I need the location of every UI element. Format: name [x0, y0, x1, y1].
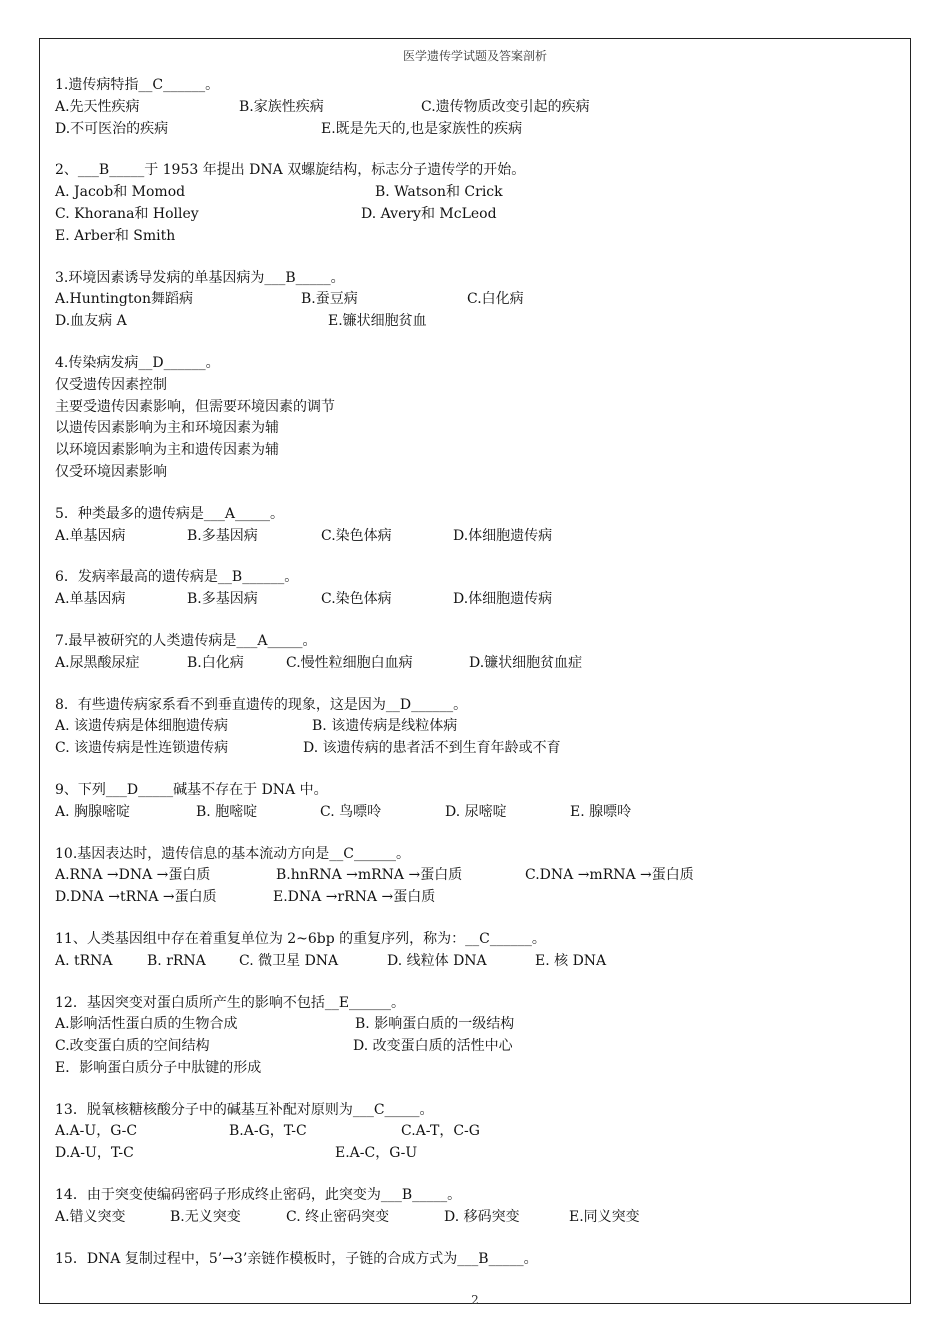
- option-row: [55, 1207, 900, 1229]
- answer-option: B. Watson和 Crick: [375, 184, 503, 201]
- question-7: [55, 631, 900, 675]
- answer-option: A.错义突变: [55, 1208, 126, 1225]
- answer-option: D. 移码突变: [444, 1208, 520, 1225]
- option-row: [55, 887, 900, 909]
- question-stem: 13．脱氧核糖核酸分子中的碱基互补配对原则为___C_____。: [55, 1101, 434, 1118]
- question-11: [55, 929, 900, 973]
- answer-option: C.遗传物质改变引起的疾病: [421, 98, 590, 115]
- answer-option: A.影响活性蛋白质的生物合成: [55, 1016, 238, 1033]
- question-stem: 4.传染病发病__D______。: [55, 354, 220, 371]
- answer-option: E. Arber和 Smith: [55, 227, 176, 244]
- answer-option: A.A-U，G-C: [55, 1123, 138, 1140]
- option-row: [55, 738, 900, 760]
- answer-option: A.单基因病: [55, 527, 126, 544]
- question-list: [55, 75, 900, 1290]
- answer-option: 以环境因素影响为主和遗传因素为辅: [55, 442, 279, 459]
- answer-option: B. 胞嘧啶: [196, 803, 258, 820]
- answer-option: E.同义突变: [569, 1208, 640, 1225]
- answer-option: B.hnRNA →mRNA →蛋白质: [276, 867, 463, 884]
- answer-option: A. 该遗传病是体细胞遗传病: [55, 718, 229, 735]
- question-12: [55, 993, 900, 1080]
- answer-option: D. 尿嘧啶: [445, 803, 507, 820]
- question-stem: 15．DNA 复制过程中，5’→3’亲链作模板时，子链的合成方式为___B_____。: [55, 1250, 538, 1267]
- answer-option: 仅受环境因素影响: [55, 463, 167, 480]
- option-row: [55, 1143, 900, 1165]
- answer-option: A.RNA →DNA →蛋白质: [55, 867, 211, 884]
- answer-option: C. 鸟嘌呤: [320, 803, 382, 820]
- answer-option: E．影响蛋白质分子中肽键的形成: [55, 1059, 262, 1076]
- option-row: [55, 716, 900, 738]
- question-6: [55, 567, 900, 611]
- question-13: [55, 1100, 900, 1165]
- answer-option: A.Huntington舞蹈病: [55, 291, 193, 308]
- answer-option: C. 该遗传病是性连锁遗传病: [55, 740, 229, 757]
- option-row: [55, 1058, 900, 1080]
- question-5: [55, 504, 900, 548]
- answer-option: D.血友病 A: [55, 313, 127, 330]
- answer-option: A. tRNA: [55, 952, 113, 969]
- answer-option: B.家族性疾病: [239, 98, 324, 115]
- answer-option: C.A-T，C-G: [401, 1123, 480, 1140]
- question-stem: 10.基因表达时，遗传信息的基本流动方向是__C______。: [55, 845, 410, 862]
- option-row: [55, 1121, 900, 1143]
- answer-option: B.白化病: [187, 654, 244, 671]
- question-1: [55, 75, 900, 140]
- answer-option: A. Jacob和 Momod: [55, 184, 186, 201]
- option-row: [55, 97, 900, 119]
- answer-option: D.不可医治的疾病: [55, 120, 169, 137]
- option-row: [55, 1014, 900, 1036]
- question-15: [55, 1249, 900, 1271]
- option-row: [55, 951, 900, 973]
- answer-option: B. rRNA: [147, 952, 206, 969]
- answer-option: B.蚕豆病: [301, 291, 358, 308]
- answer-option: 以遗传因素影响为主和环境因素为辅: [55, 420, 279, 437]
- answer-option: D.DNA →tRNA →蛋白质: [55, 889, 217, 906]
- answer-option: D. 线粒体 DNA: [387, 952, 487, 969]
- option-row: [55, 865, 900, 887]
- answer-option: D. 改变蛋白质的活性中心: [353, 1038, 513, 1055]
- answer-option: C. 终止密码突变: [286, 1208, 390, 1225]
- answer-option: E. 核 DNA: [535, 952, 607, 969]
- answer-option: E. 腺嘌呤: [570, 803, 632, 820]
- answer-option: D. 该遗传病的患者活不到生育年龄或不育: [303, 740, 561, 757]
- option-row: [55, 375, 900, 397]
- page-header: 医学遗传学试题及答案剖析: [402, 49, 547, 63]
- answer-option: C.染色体病: [321, 527, 392, 544]
- answer-option: E.A-C，G-U: [335, 1145, 418, 1162]
- question-stem: 7.最早被研究的人类遗传病是___A_____。: [55, 632, 317, 649]
- answer-option: E.DNA →rRNA →蛋白质: [273, 889, 436, 906]
- question-2: [55, 160, 900, 247]
- answer-option: A.尿黑酸尿症: [55, 654, 140, 671]
- answer-option: C. 微卫星 DNA: [239, 952, 339, 969]
- option-row: [55, 526, 900, 548]
- option-row: [55, 289, 900, 311]
- answer-option: D. Avery和 McLeod: [361, 205, 497, 222]
- answer-option: C. Khorana和 Holley: [55, 205, 199, 222]
- answer-option: 仅受遗传因素控制: [55, 376, 167, 393]
- question-stem: 9、下列___D_____碱基不存在于 DNA 中。: [55, 781, 328, 798]
- answer-option: 主要受遗传因素影响，但需要环境因素的调节: [55, 398, 335, 415]
- answer-option: A.单基因病: [55, 591, 126, 608]
- question-10: [55, 844, 900, 909]
- answer-option: A.先天性疾病: [55, 98, 140, 115]
- answer-option: C.改变蛋白质的空间结构: [55, 1038, 210, 1055]
- option-row: [55, 182, 900, 204]
- question-14: [55, 1185, 900, 1229]
- option-row: [55, 204, 900, 226]
- option-row: [55, 589, 900, 611]
- question-8: [55, 695, 900, 760]
- answer-option: B. 影响蛋白质的一级结构: [355, 1016, 515, 1033]
- answer-option: D.A-U，T-C: [55, 1145, 134, 1162]
- question-3: [55, 268, 900, 333]
- question-stem: 3.环境因素诱导发病的单基因病为___B_____。: [55, 269, 345, 286]
- answer-option: D.体细胞遗传病: [453, 591, 553, 608]
- question-9: [55, 780, 900, 824]
- question-stem: 11、人类基因组中存在着重复单位为 2~6bp 的重复序列，称为：__C______。: [55, 930, 546, 947]
- option-row: [55, 440, 900, 462]
- question-stem: 12．基因突变对蛋白质所产生的影响不包括__E______。: [55, 994, 406, 1011]
- page-number: 2: [471, 1293, 479, 1307]
- question-stem: 6．发病率最高的遗传病是__B______。: [55, 569, 299, 586]
- answer-option: D.镰状细胞贫血症: [469, 654, 583, 671]
- question-stem: 5．种类最多的遗传病是___A_____。: [55, 505, 285, 522]
- option-row: [55, 397, 900, 419]
- option-row: [55, 653, 900, 675]
- answer-option: D.体细胞遗传病: [453, 527, 553, 544]
- question-stem: 8．有些遗传病家系看不到垂直遗传的现象，这是因为__D______。: [55, 696, 468, 713]
- question-stem: 2、___B_____于 1953 年提出 DNA 双螺旋结构，标志分子遗传学的开始。: [55, 162, 526, 179]
- answer-option: B.多基因病: [187, 527, 258, 544]
- option-row: [55, 418, 900, 440]
- answer-option: E.镰状细胞贫血: [328, 313, 427, 330]
- answer-option: C.DNA →mRNA →蛋白质: [525, 867, 694, 884]
- answer-option: B.A-G，T-C: [229, 1123, 307, 1140]
- option-row: [55, 462, 900, 484]
- answer-option: B.无义突变: [170, 1208, 241, 1225]
- option-row: [55, 226, 900, 248]
- answer-option: C.染色体病: [321, 591, 392, 608]
- answer-option: C.白化病: [467, 291, 524, 308]
- option-row: [55, 119, 900, 141]
- option-row: [55, 802, 900, 824]
- answer-option: A. 胸腺嘧啶: [55, 803, 131, 820]
- question-stem: 1.遗传病特指__C______。: [55, 77, 220, 93]
- question-4: [55, 353, 900, 484]
- answer-option: B. 该遗传病是线粒体病: [312, 718, 458, 735]
- page-frame: [39, 38, 911, 1304]
- option-row: [55, 311, 900, 333]
- option-row: [55, 1036, 900, 1058]
- answer-option: B.多基因病: [187, 591, 258, 608]
- answer-option: C.慢性粒细胞白血病: [286, 654, 413, 671]
- question-stem: 14．由于突变使编码密码子形成终止密码，此突变为___B_____。: [55, 1187, 462, 1204]
- answer-option: E.既是先天的,也是家族性的疾病: [321, 120, 523, 137]
